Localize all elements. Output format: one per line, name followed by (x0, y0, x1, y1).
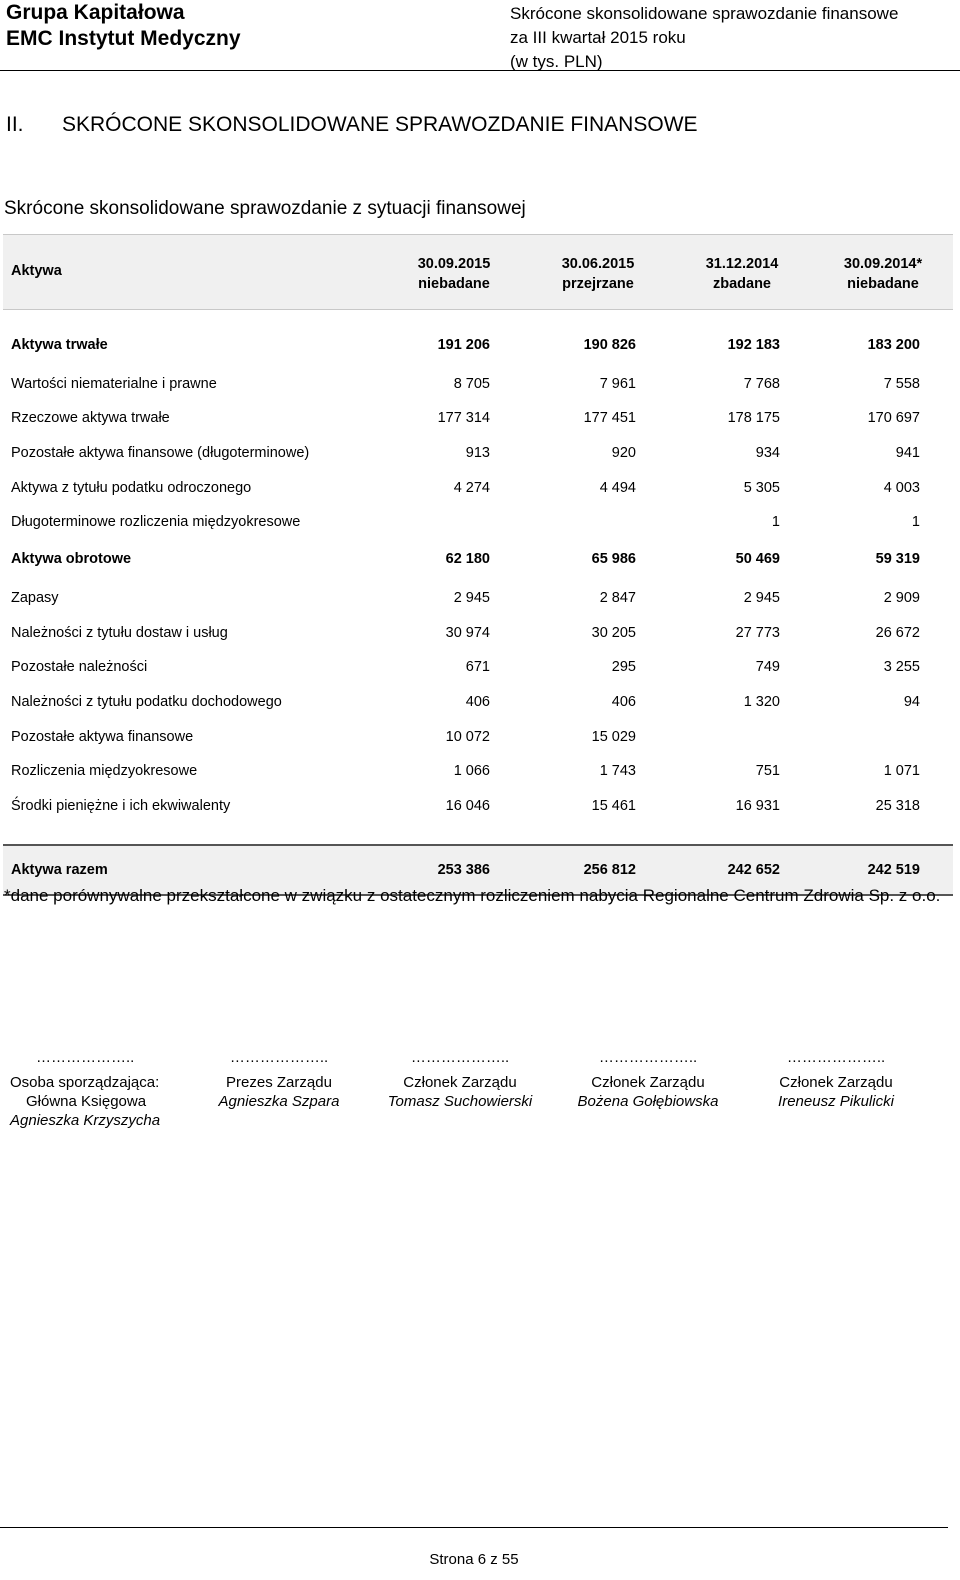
footer-divider (0, 1527, 948, 1528)
section-heading: SKRÓCONE SKONSOLIDOWANE SPRAWOZDANIE FINANSOWE (62, 113, 698, 136)
row-value: 1 066 (453, 763, 490, 780)
signature-block (741, 1048, 931, 1111)
row-value: 27 773 (735, 624, 780, 641)
column-header: 30.09.2015 niebadane (417, 256, 491, 292)
row-value: 2 945 (453, 589, 490, 606)
row-label: Rozliczenia międzyokresowe (11, 763, 198, 780)
row-value: 177 451 (583, 410, 636, 427)
signature-block (10, 1048, 200, 1130)
row-value: 934 (755, 445, 780, 462)
total-value: 242 652 (727, 861, 780, 878)
row-label: Aktywa trwałe (11, 337, 108, 353)
spacer (3, 310, 953, 328)
table-row (3, 685, 953, 720)
row-value: 1 (911, 514, 920, 531)
row-value: 941 (895, 445, 920, 462)
row-value: 183 200 (867, 337, 920, 353)
table-row (3, 789, 953, 824)
row-value: 16 046 (445, 797, 490, 814)
row-label: Pozostałe aktywa finansowe (11, 728, 194, 745)
total-value: 256 812 (583, 861, 636, 878)
statement-subtitle: Skrócone skonsolidowane sprawozdanie z sytuacji finansowej (4, 198, 526, 219)
table-row (3, 367, 953, 402)
spacer (3, 824, 953, 844)
row-label: Długoterminowe rozliczenia międzyokresowe (11, 514, 301, 531)
column-header: 30.09.2014* niebadane (843, 256, 923, 292)
assets-table (3, 234, 953, 896)
row-value: 5 305 (743, 479, 780, 496)
row-label: Rzeczowe aktywa trwałe (11, 410, 170, 427)
signature-name: Tomasz Suchowierski (387, 1093, 533, 1110)
row-value: 65 986 (591, 551, 636, 568)
report-info (510, 2, 898, 74)
section-title (6, 113, 698, 137)
signature-role: Osoba sporządzająca: (10, 1074, 160, 1091)
signature-block (184, 1048, 374, 1111)
row-value: 671 (465, 659, 490, 676)
table-header (3, 234, 953, 310)
total-label: Aktywa razem (11, 861, 108, 878)
row-value: 7 961 (599, 375, 636, 392)
row-value: 4 003 (883, 479, 920, 496)
row-value: 16 931 (735, 797, 780, 814)
row-value: 8 705 (453, 375, 490, 392)
row-value: 7 558 (883, 375, 920, 392)
signature-role: Prezes Zarządu (226, 1074, 332, 1091)
row-value: 2 909 (883, 589, 920, 606)
footnote: *dane porównywalne przekształcone w związku z ostatecznym rozliczeniem nabycia Regionalne Centrum Zdrowia Sp. z o.o. (4, 886, 941, 905)
signature-role: Główna Księgowa (26, 1093, 147, 1110)
row-label: Należności z tytułu dostaw i usług (11, 624, 228, 641)
section-row (3, 542, 953, 577)
company-name (6, 0, 241, 52)
row-label: Środki pieniężne i ich ekwiwalenty (11, 797, 231, 814)
row-label: Aktywa z tytułu podatku odroczonego (11, 479, 252, 496)
signature-line: ……………….. (229, 1049, 329, 1066)
row-value: 2 847 (599, 589, 636, 606)
signature-name: Agnieszka Krzyszycha (10, 1112, 161, 1129)
table-body (3, 328, 953, 824)
signature-name: Bożena Gołębiowska (577, 1093, 719, 1110)
row-value: 1 071 (883, 763, 920, 780)
table-row (3, 581, 953, 616)
row-value: 1 320 (743, 693, 780, 710)
row-value: 2 945 (743, 589, 780, 606)
table-row (3, 616, 953, 651)
row-value: 50 469 (735, 551, 780, 568)
column-header: 31.12.2014 zbadane (705, 256, 779, 292)
row-value: 10 072 (445, 728, 490, 745)
row-value: 1 743 (599, 763, 636, 780)
row-value: 4 274 (453, 479, 490, 496)
header-label: Aktywa (11, 263, 62, 279)
signature-line: ……………….. (410, 1049, 510, 1066)
row-value: 406 (465, 693, 490, 710)
row-value: 178 175 (727, 410, 780, 427)
row-value: 4 494 (599, 479, 636, 496)
signature-line: ……………….. (786, 1049, 886, 1066)
row-value: 3 255 (883, 659, 920, 676)
row-value: 15 461 (591, 797, 636, 814)
table-row (3, 650, 953, 685)
company-line-1: Grupa Kapitałowa (6, 1, 185, 24)
column-header: 30.06.2015 przejrzane (561, 256, 635, 292)
row-label: Wartości niematerialne i prawne (11, 375, 217, 392)
company-line-2: EMC Instytut Medyczny (6, 27, 241, 50)
total-value: 242 519 (867, 861, 920, 878)
row-value: 62 180 (445, 551, 490, 568)
page-number: Strona 6 z 55 (429, 1551, 519, 1568)
total-value: 253 386 (437, 861, 490, 878)
row-value: 190 826 (583, 337, 636, 353)
header-divider (0, 70, 960, 71)
row-value: 170 697 (867, 410, 920, 427)
signature-role: Członek Zarządu (591, 1074, 705, 1091)
table-row (3, 720, 953, 755)
report-period: za III kwartał 2015 roku (510, 28, 686, 47)
signature-line: ……………….. (36, 1049, 135, 1066)
signature-line: ……………….. (598, 1049, 698, 1066)
section-row (3, 328, 953, 363)
row-value: 191 206 (437, 337, 490, 353)
row-value: 751 (755, 763, 780, 780)
signature-role: Członek Zarządu (403, 1074, 517, 1091)
row-value: 26 672 (875, 624, 920, 641)
signature-name: Agnieszka Szpara (218, 1093, 340, 1110)
row-value: 295 (611, 659, 636, 676)
row-value: 30 205 (591, 624, 636, 641)
table-row (3, 436, 953, 471)
signature-block (365, 1048, 555, 1111)
row-value: 177 314 (437, 410, 490, 427)
report-unit: (w tys. PLN) (510, 52, 603, 71)
row-label: Pozostałe należności (11, 659, 148, 676)
row-label: Aktywa obrotowe (11, 551, 132, 568)
row-value: 7 768 (743, 375, 780, 392)
row-value: 913 (465, 445, 490, 462)
report-title: Skrócone skonsolidowane sprawozdanie finansowe (510, 4, 899, 23)
signature-name: Ireneusz Pikulicki (778, 1093, 894, 1110)
row-value: 920 (611, 445, 636, 462)
row-value: 59 319 (875, 551, 920, 568)
row-value: 749 (755, 659, 780, 676)
row-value: 406 (611, 693, 636, 710)
row-value: 25 318 (875, 797, 920, 814)
row-value: 15 029 (591, 728, 636, 745)
row-label: Pozostałe aktywa finansowe (długoterminowe) (11, 445, 310, 462)
table-row (3, 401, 953, 436)
row-value: 94 (903, 693, 920, 710)
signature-block (553, 1048, 743, 1111)
row-value: 192 183 (727, 337, 780, 353)
table-row (3, 471, 953, 506)
table-row (3, 505, 953, 540)
signature-role: Członek Zarządu (779, 1074, 893, 1091)
row-label: Zapasy (11, 589, 59, 606)
row-value: 30 974 (445, 624, 490, 641)
row-label: Należności z tytułu podatku dochodowego (11, 693, 282, 710)
row-value: 1 (771, 514, 780, 531)
section-number: II. (6, 113, 24, 136)
table-row (3, 754, 953, 789)
